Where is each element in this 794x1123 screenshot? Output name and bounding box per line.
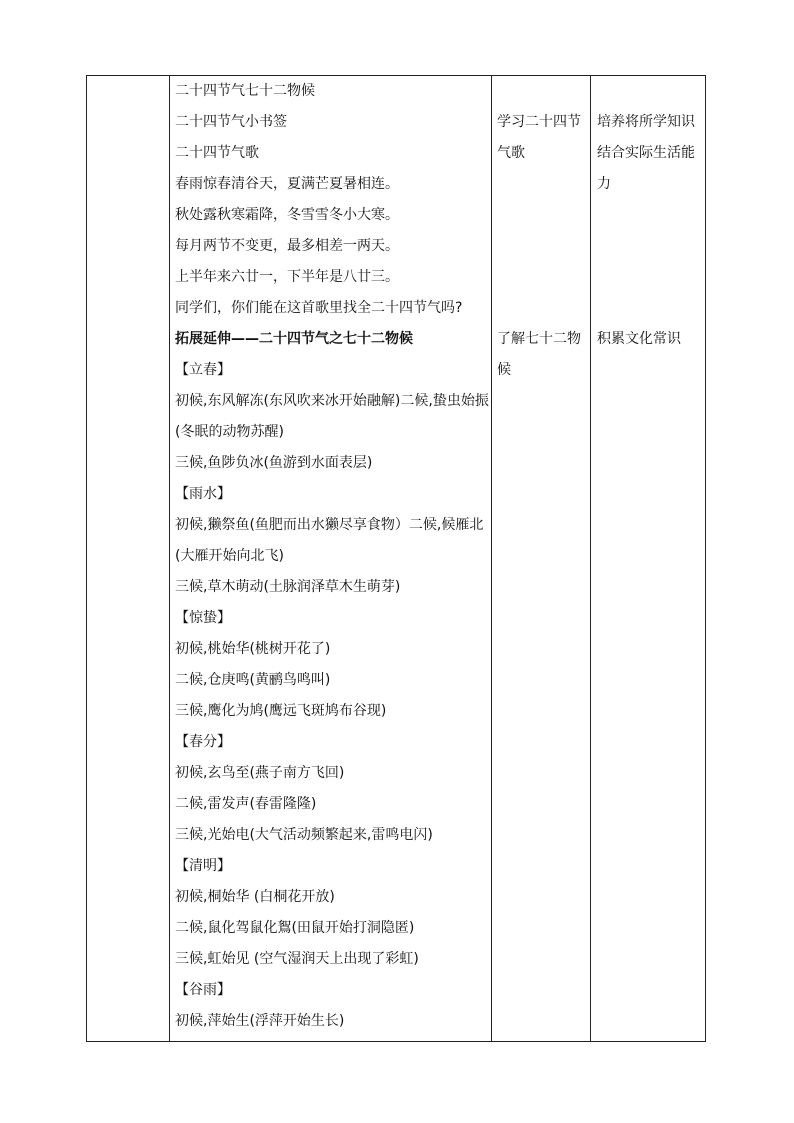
content-line: (大雁开始向北飞) <box>175 548 284 564</box>
content-line: 春雨惊春清谷天，夏满芒夏暑相连。 <box>175 176 399 192</box>
solar-term-heading: 【立春】 <box>175 362 231 378</box>
content-line: 初候,萍始生(浮萍开始生长) <box>175 1013 345 1029</box>
student-activity-column <box>497 76 585 386</box>
content-line: 上半年来六廿一，下半年是八廿三。 <box>175 269 399 285</box>
content-line: 每月两节不变更，最多相差一两天。 <box>175 238 399 254</box>
content-line: 二十四节气小书签 <box>175 114 287 130</box>
solar-term-heading: 【春分】 <box>175 734 231 750</box>
content-line: 初候,东风解冻(东风吹来冰开始融解)二候,蛰虫始振 <box>175 393 489 409</box>
content-line: 二候,雷发声(春雷隆隆) <box>175 796 317 812</box>
content-line: 二十四节气歌 <box>175 145 259 161</box>
solar-term-heading: 【惊蛰】 <box>175 610 231 626</box>
content-line: (冬眠的动物苏醒) <box>175 424 284 440</box>
solar-term-heading: 【清明】 <box>175 858 231 874</box>
column-divider <box>169 76 170 1041</box>
activity-line: 了解七十二物 <box>497 331 581 347</box>
content-line: 二十四节气七十二物候 <box>175 83 315 99</box>
content-line: 三候,光始电(大气活动频繁起来,雷鸣电闪) <box>175 827 433 843</box>
goal-line: 培养将所学知识 <box>597 114 695 130</box>
content-line: 初候,玄鸟至(燕子南方飞回) <box>175 765 345 781</box>
content-line: 初候,桃始华(桃树开花了) <box>175 641 331 657</box>
content-line: 二候,仓庚鸣(黄鹂鸟鸣叫) <box>175 672 331 688</box>
content-line: 三候,鱼陟负冰(鱼游到水面表层) <box>175 455 373 471</box>
activity-line: 气歌 <box>497 145 525 161</box>
goal-line: 积累文化常识 <box>597 331 681 347</box>
goal-line: 结合实际生活能 <box>597 145 695 161</box>
section-heading: 拓展延伸——二十四节气之七十二物候 <box>175 331 413 347</box>
lesson-table <box>86 75 706 1042</box>
content-line: 秋处露秋寒霜降，冬雪雪冬小大寒。 <box>175 207 399 223</box>
content-line: 初候,獭祭鱼(鱼肥而出水獭尽享食物）二候,候雁北 <box>175 517 484 533</box>
activity-line: 学习二十四节 <box>497 114 581 130</box>
content-line: 三候,虹始见 (空气湿润天上出现了彩虹) <box>175 951 419 967</box>
goal-line: 力 <box>597 176 611 192</box>
content-line: 二候,鼠化驾鼠化鴽(田鼠开始打洞隐匿) <box>175 920 415 936</box>
activity-line: 候 <box>497 362 511 378</box>
content-line: 初候,桐始华 (白桐花开放) <box>175 889 335 905</box>
content-line: 三候,草木萌动(土脉润泽草木生萌芽) <box>175 579 401 595</box>
teaching-content-column <box>173 76 493 1037</box>
solar-term-heading: 【谷雨】 <box>175 982 231 998</box>
solar-term-heading: 【雨水】 <box>175 486 231 502</box>
design-intent-column <box>597 76 707 355</box>
content-line: 同学们，你们能在这首歌里找全二十四节气吗? <box>175 300 463 316</box>
content-line: 三候,鹰化为鸠(鹰远飞斑鸠布谷现) <box>175 703 387 719</box>
column-divider <box>590 76 591 1041</box>
